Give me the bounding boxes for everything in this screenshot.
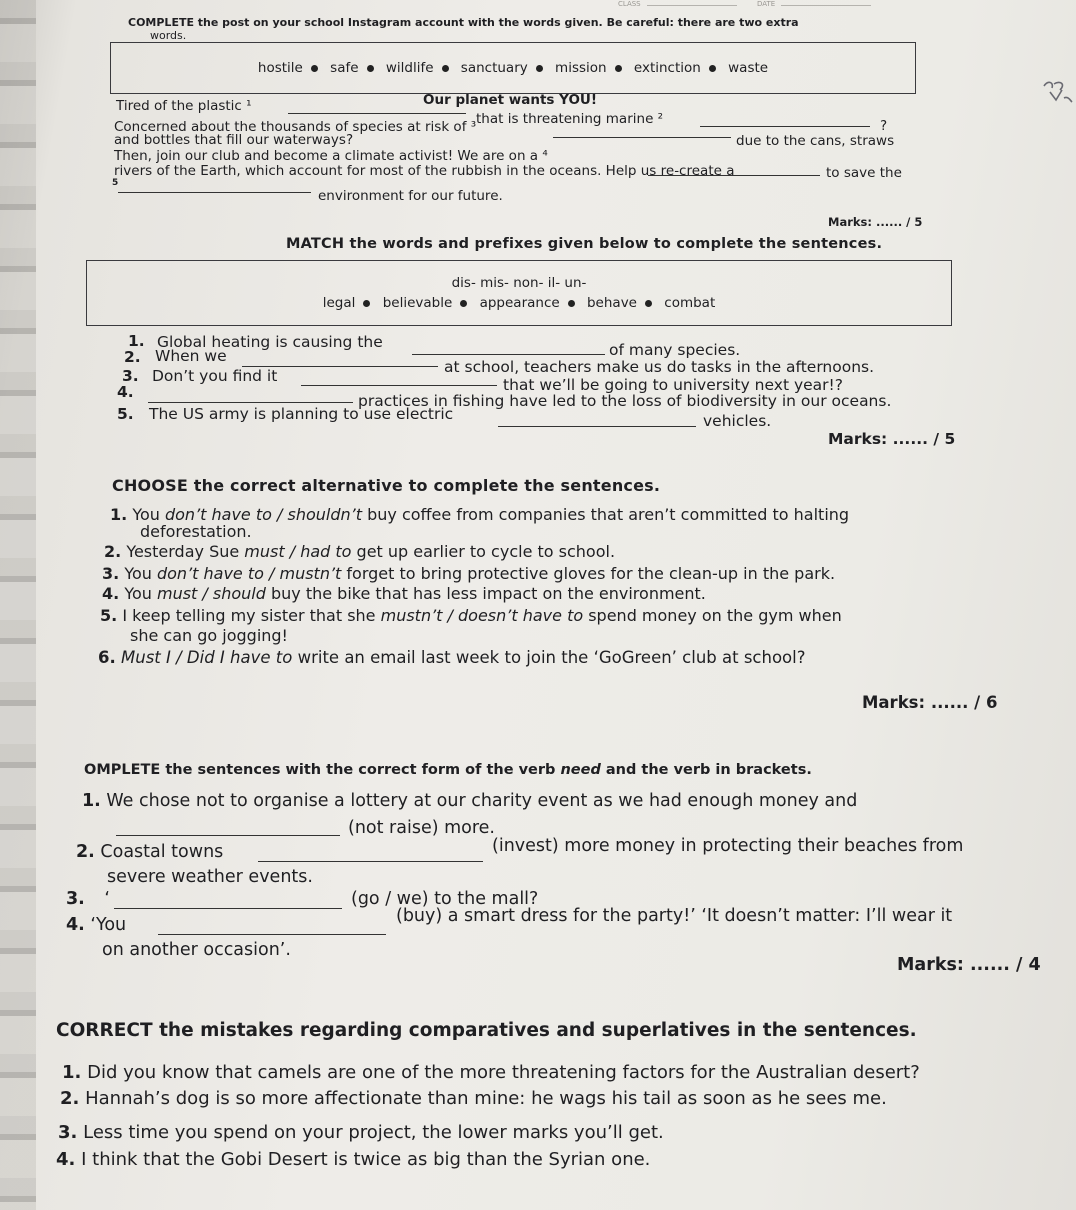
choose-sentence-2 bbox=[104, 542, 615, 561]
word: extinction bbox=[633, 60, 701, 76]
bullet-icon bbox=[367, 65, 374, 72]
choice-options[interactable]: Must I / Did I have to bbox=[121, 648, 293, 667]
text: and the verb in brackets. bbox=[600, 762, 812, 778]
choose-sentence-4 bbox=[102, 584, 706, 603]
blank-2[interactable] bbox=[700, 126, 870, 127]
text: You bbox=[124, 584, 157, 603]
match-sentence-1b: of many species. bbox=[609, 341, 741, 359]
need-blank-2[interactable] bbox=[258, 861, 483, 862]
item-number: 2. bbox=[76, 842, 95, 862]
date-label: DATE bbox=[757, 0, 776, 8]
match-blank-1[interactable] bbox=[412, 354, 605, 355]
item-number: 3. bbox=[102, 564, 120, 583]
verb-need: need bbox=[560, 762, 601, 778]
bullet-icon bbox=[645, 300, 652, 307]
word: waste bbox=[728, 60, 769, 76]
blank-1[interactable] bbox=[288, 113, 466, 114]
sec3-instruction: CHOOSE the correct alternative to complete the sentences. bbox=[112, 476, 661, 495]
text: Did you know that camels are one of the more threatening factors for the Australian desert? bbox=[87, 1062, 920, 1083]
need-sentence-4-cont: on another occasion’. bbox=[102, 940, 291, 960]
item-number: 2. bbox=[60, 1088, 80, 1109]
bullet-icon bbox=[311, 65, 318, 72]
text: buy coffee from companies that aren’t committed to halting bbox=[362, 505, 850, 524]
need-blank-1[interactable] bbox=[116, 835, 340, 836]
choose-sentence-3 bbox=[102, 564, 835, 583]
sec5-instruction: CORRECT the mistakes regarding comparatives and superlatives in the sentences. bbox=[56, 1020, 917, 1041]
sec2-instruction: MATCH the words and prefixes given below to complete the sentences. bbox=[286, 236, 883, 252]
item-number: 6. bbox=[98, 648, 116, 667]
sec2-word-list bbox=[323, 295, 716, 311]
word: safe bbox=[330, 60, 359, 76]
sec1-instruction: COMPLETE the post on your school Instagram account with the words given. Be careful: there are two extra bbox=[128, 16, 799, 29]
post-line-1a: Tired of the plastic ¹ bbox=[116, 98, 252, 114]
bullet-icon bbox=[568, 300, 575, 307]
item-number: 4. bbox=[56, 1149, 76, 1170]
choose-sentence-5-cont: she can go jogging! bbox=[130, 626, 288, 645]
post-line-2a: Concerned about the thousands of species at risk of ³ bbox=[114, 119, 477, 135]
word: mission bbox=[555, 60, 607, 76]
post-line-1c: ? bbox=[880, 118, 888, 134]
class-header bbox=[618, 0, 737, 10]
choose-sentence-6 bbox=[98, 648, 805, 667]
text: get up earlier to cycle to school. bbox=[351, 542, 616, 561]
match-sentence-5a: The US army is planning to use electric bbox=[149, 405, 454, 423]
sec1-marks: Marks: ...... / 5 bbox=[828, 215, 923, 229]
correct-sentence-4 bbox=[56, 1149, 650, 1170]
blank-3[interactable] bbox=[553, 137, 731, 138]
need-sentence-4-b: (buy) a smart dress for the party!’ ‘It doesn’t matter: I’ll wear it bbox=[396, 906, 953, 926]
need-sentence-1 bbox=[82, 791, 857, 811]
text: buy the bike that has less impact on the environment. bbox=[265, 584, 706, 603]
text: I keep telling my sister that she bbox=[122, 606, 381, 625]
need-sentence-1-cont: (not raise) more. bbox=[348, 818, 495, 838]
need-sentence-2-b: (invest) more money in protecting their beaches from bbox=[492, 836, 964, 856]
text: write an email last week to join the ‘GoGreen’ club at school? bbox=[292, 648, 806, 667]
sec1-instruction-cont: words. bbox=[150, 29, 187, 42]
correct-sentence-1 bbox=[62, 1062, 920, 1083]
bullet-icon bbox=[363, 300, 370, 307]
choice-options[interactable]: don’t have to / shouldn’t bbox=[164, 505, 362, 524]
word: believable bbox=[382, 295, 453, 311]
sec4-marks: Marks: ...... / 4 bbox=[897, 955, 1041, 975]
match-sentence-2b: at school, teachers make us do tasks in the afternoons. bbox=[444, 358, 875, 376]
post-line-5: rivers of the Earth, which account for most of the rubbish in the oceans. Help us re-create a bbox=[114, 163, 735, 179]
word: appearance bbox=[479, 295, 560, 311]
item-number: 1. bbox=[62, 1062, 82, 1083]
blank-5-number: 5 bbox=[112, 178, 119, 188]
sec3-marks: Marks: ...... / 6 bbox=[862, 693, 998, 712]
item-number: 2. bbox=[104, 542, 122, 561]
post-title: Our planet wants YOU! bbox=[423, 92, 598, 108]
bullet-icon bbox=[615, 65, 622, 72]
choose-sentence-1-cont: deforestation. bbox=[140, 522, 252, 541]
sec2-marks: Marks: ...... / 5 bbox=[828, 430, 956, 448]
text: OMPLETE the sentences with the correct form of the verb bbox=[84, 762, 561, 778]
choice-options[interactable]: don’t have to / mustn’t bbox=[156, 564, 342, 583]
match-sentence-2a: When we bbox=[155, 347, 227, 365]
sec2-word-box bbox=[86, 260, 952, 326]
match-sentence-3a: Don’t you find it bbox=[152, 367, 278, 385]
text: spend money on the gym when bbox=[583, 606, 842, 625]
item-number: 2. bbox=[124, 348, 141, 366]
post-line-2b: due to the cans, straws bbox=[736, 133, 895, 149]
need-blank-4[interactable] bbox=[158, 934, 386, 935]
post-line-1b: that is threatening marine ² bbox=[476, 111, 664, 127]
text: Less time you spend on your project, the lower marks you’ll get. bbox=[83, 1122, 664, 1143]
text: ‘ bbox=[104, 889, 110, 909]
post-line-6: environment for our future. bbox=[318, 188, 503, 204]
text: Hannah’s dog is so more affectionate than mine: he wags his tail as soon as he sees me. bbox=[85, 1088, 887, 1109]
text: You bbox=[132, 505, 165, 524]
post-line-3: and bottles that fill our waterways? bbox=[114, 132, 354, 148]
match-sentence-1a: Global heating is causing the bbox=[157, 333, 383, 351]
item-number: 3. bbox=[66, 889, 85, 909]
handwritten-doodle-icon bbox=[1040, 78, 1074, 108]
item-number: 3. bbox=[122, 367, 139, 385]
choice-options[interactable]: mustn’t / doesn’t have to bbox=[380, 606, 584, 625]
match-sentence-4b: practices in fishing have led to the loss of biodiversity in our oceans. bbox=[358, 392, 892, 410]
item-number: 3. bbox=[58, 1122, 78, 1143]
match-blank-5[interactable] bbox=[498, 426, 696, 427]
blank-5[interactable] bbox=[118, 192, 311, 193]
item-number: 4. bbox=[102, 584, 120, 603]
match-sentence-3b: that we’ll be going to university next year!? bbox=[503, 376, 843, 394]
bullet-icon bbox=[442, 65, 449, 72]
need-sentence-2-cont: severe weather events. bbox=[107, 867, 313, 887]
text: Yesterday Sue bbox=[126, 542, 245, 561]
need-sentence-4 bbox=[66, 915, 126, 935]
correct-sentence-2 bbox=[60, 1088, 887, 1109]
text: Coastal towns bbox=[100, 842, 224, 862]
item-number: 1. bbox=[82, 791, 101, 811]
word: sanctuary bbox=[460, 60, 528, 76]
match-blank-4[interactable] bbox=[148, 402, 353, 403]
item-number: 5. bbox=[100, 606, 118, 625]
class-label: CLASS bbox=[618, 0, 641, 8]
item-number: 1. bbox=[128, 332, 145, 350]
sec4-instruction bbox=[84, 762, 812, 778]
item-number: 5. bbox=[117, 405, 134, 423]
correct-sentence-3 bbox=[58, 1122, 664, 1143]
item-number: 4. bbox=[66, 915, 85, 935]
word: wildlife bbox=[385, 60, 434, 76]
word: hostile bbox=[257, 60, 303, 76]
need-sentence-2 bbox=[76, 842, 223, 862]
prefix-list: dis- mis- non- il- un- bbox=[451, 275, 587, 291]
post-line-4a: Then, join our club and become a climate activist! We are on a ⁴ bbox=[114, 148, 548, 164]
text: I think that the Gobi Desert is twice as big than the Syrian one. bbox=[81, 1149, 651, 1170]
choice-options[interactable]: must / should bbox=[156, 584, 266, 603]
choice-options[interactable]: must / had to bbox=[244, 542, 352, 561]
match-sentence-5b: vehicles. bbox=[703, 412, 772, 430]
need-sentence-3-b: (go / we) to the mall? bbox=[351, 889, 539, 909]
post-line-4b: to save the bbox=[826, 165, 902, 181]
word: combat bbox=[664, 295, 716, 311]
sec1-word-box bbox=[110, 42, 916, 94]
sec1-word-list bbox=[258, 60, 768, 76]
binder-spine bbox=[0, 0, 36, 1210]
text: We chose not to organise a lottery at our charity event as we had enough money and bbox=[106, 791, 858, 811]
need-sentence-3 bbox=[66, 889, 110, 909]
item-number: 4. bbox=[117, 383, 134, 401]
text: ‘You bbox=[90, 915, 127, 935]
date-header bbox=[757, 0, 871, 10]
need-blank-3[interactable] bbox=[114, 908, 342, 909]
item-number: 1. bbox=[110, 505, 128, 524]
text: You bbox=[124, 564, 157, 583]
word: behave bbox=[586, 295, 637, 311]
text: forget to bring protective gloves for the clean-up in the park. bbox=[341, 564, 836, 583]
word: legal bbox=[322, 295, 356, 311]
bullet-icon bbox=[536, 65, 543, 72]
bullet-icon bbox=[460, 300, 467, 307]
match-blank-3[interactable] bbox=[301, 385, 497, 386]
choose-sentence-5 bbox=[100, 606, 842, 625]
bullet-icon bbox=[709, 65, 716, 72]
